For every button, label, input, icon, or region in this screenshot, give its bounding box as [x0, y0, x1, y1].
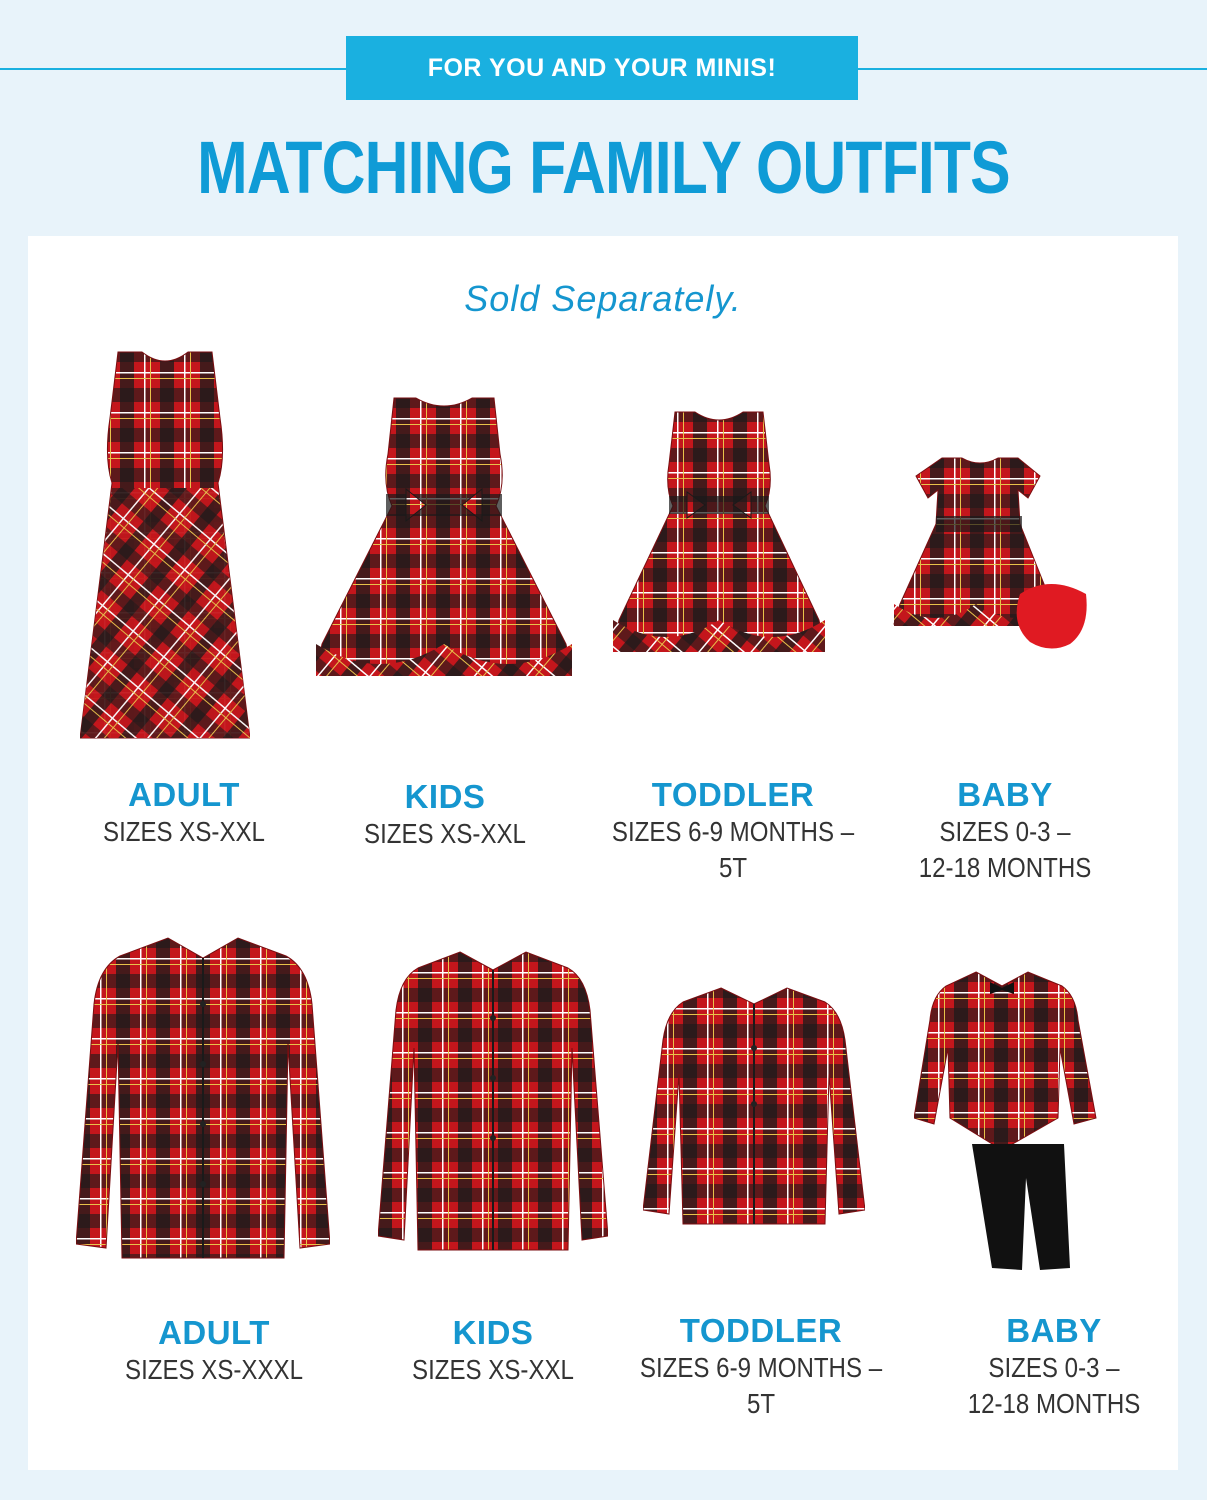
kids-shirt-image[interactable]	[378, 948, 608, 1256]
category-label: ADULT	[128, 776, 240, 813]
adult-dress-image[interactable]	[80, 348, 250, 743]
shirt-label-adult	[84, 1314, 344, 1388]
category-label: TODDLER	[679, 1312, 843, 1349]
size-range: SIZES XS-XXL	[412, 1354, 574, 1385]
promo-banner	[346, 36, 858, 100]
baby-dress-image[interactable]	[890, 454, 1090, 654]
page-title: MATCHING FAMILY OUTFITS	[197, 126, 1010, 209]
category-label: TODDLER	[651, 776, 815, 813]
kids-dress-image[interactable]	[316, 394, 572, 684]
shirt-label-baby	[924, 1312, 1184, 1422]
category-label: BABY	[957, 776, 1053, 813]
dress-label-adult	[54, 776, 314, 850]
dress-label-kids	[315, 778, 575, 852]
product-card	[28, 236, 1178, 1470]
category-label: KIDS	[452, 1314, 534, 1351]
size-range: SIZES XS-XXXL	[125, 1354, 303, 1385]
size-range: SIZES XS-XXL	[103, 816, 265, 847]
category-label: KIDS	[404, 778, 486, 815]
size-range: SIZES 6-9 MONTHS – 5T	[639, 1352, 883, 1419]
adult-shirt-image[interactable]	[76, 934, 330, 1264]
toddler-shirt-image[interactable]	[643, 984, 865, 1230]
size-range: SIZES 6-9 MONTHS – 5T	[611, 816, 855, 883]
dress-label-toddler	[583, 776, 883, 886]
baby-shirt-image[interactable]	[914, 968, 1098, 1278]
category-label: ADULT	[158, 1314, 270, 1351]
promo-banner-text: FOR YOU AND YOUR MINIS!	[427, 53, 777, 82]
size-range: SIZES 0-3 – 12-18 MONTHS	[918, 816, 1092, 883]
size-range: SIZES XS-XXL	[364, 818, 526, 849]
shirt-label-toddler	[611, 1312, 911, 1422]
toddler-dress-image[interactable]	[613, 408, 825, 656]
size-range: SIZES 0-3 – 12-18 MONTHS	[967, 1352, 1141, 1419]
category-label: BABY	[1006, 1312, 1102, 1349]
shirt-label-kids	[363, 1314, 623, 1388]
sold-separately-note: Sold Separately.	[464, 278, 742, 319]
dress-label-baby	[875, 776, 1135, 886]
